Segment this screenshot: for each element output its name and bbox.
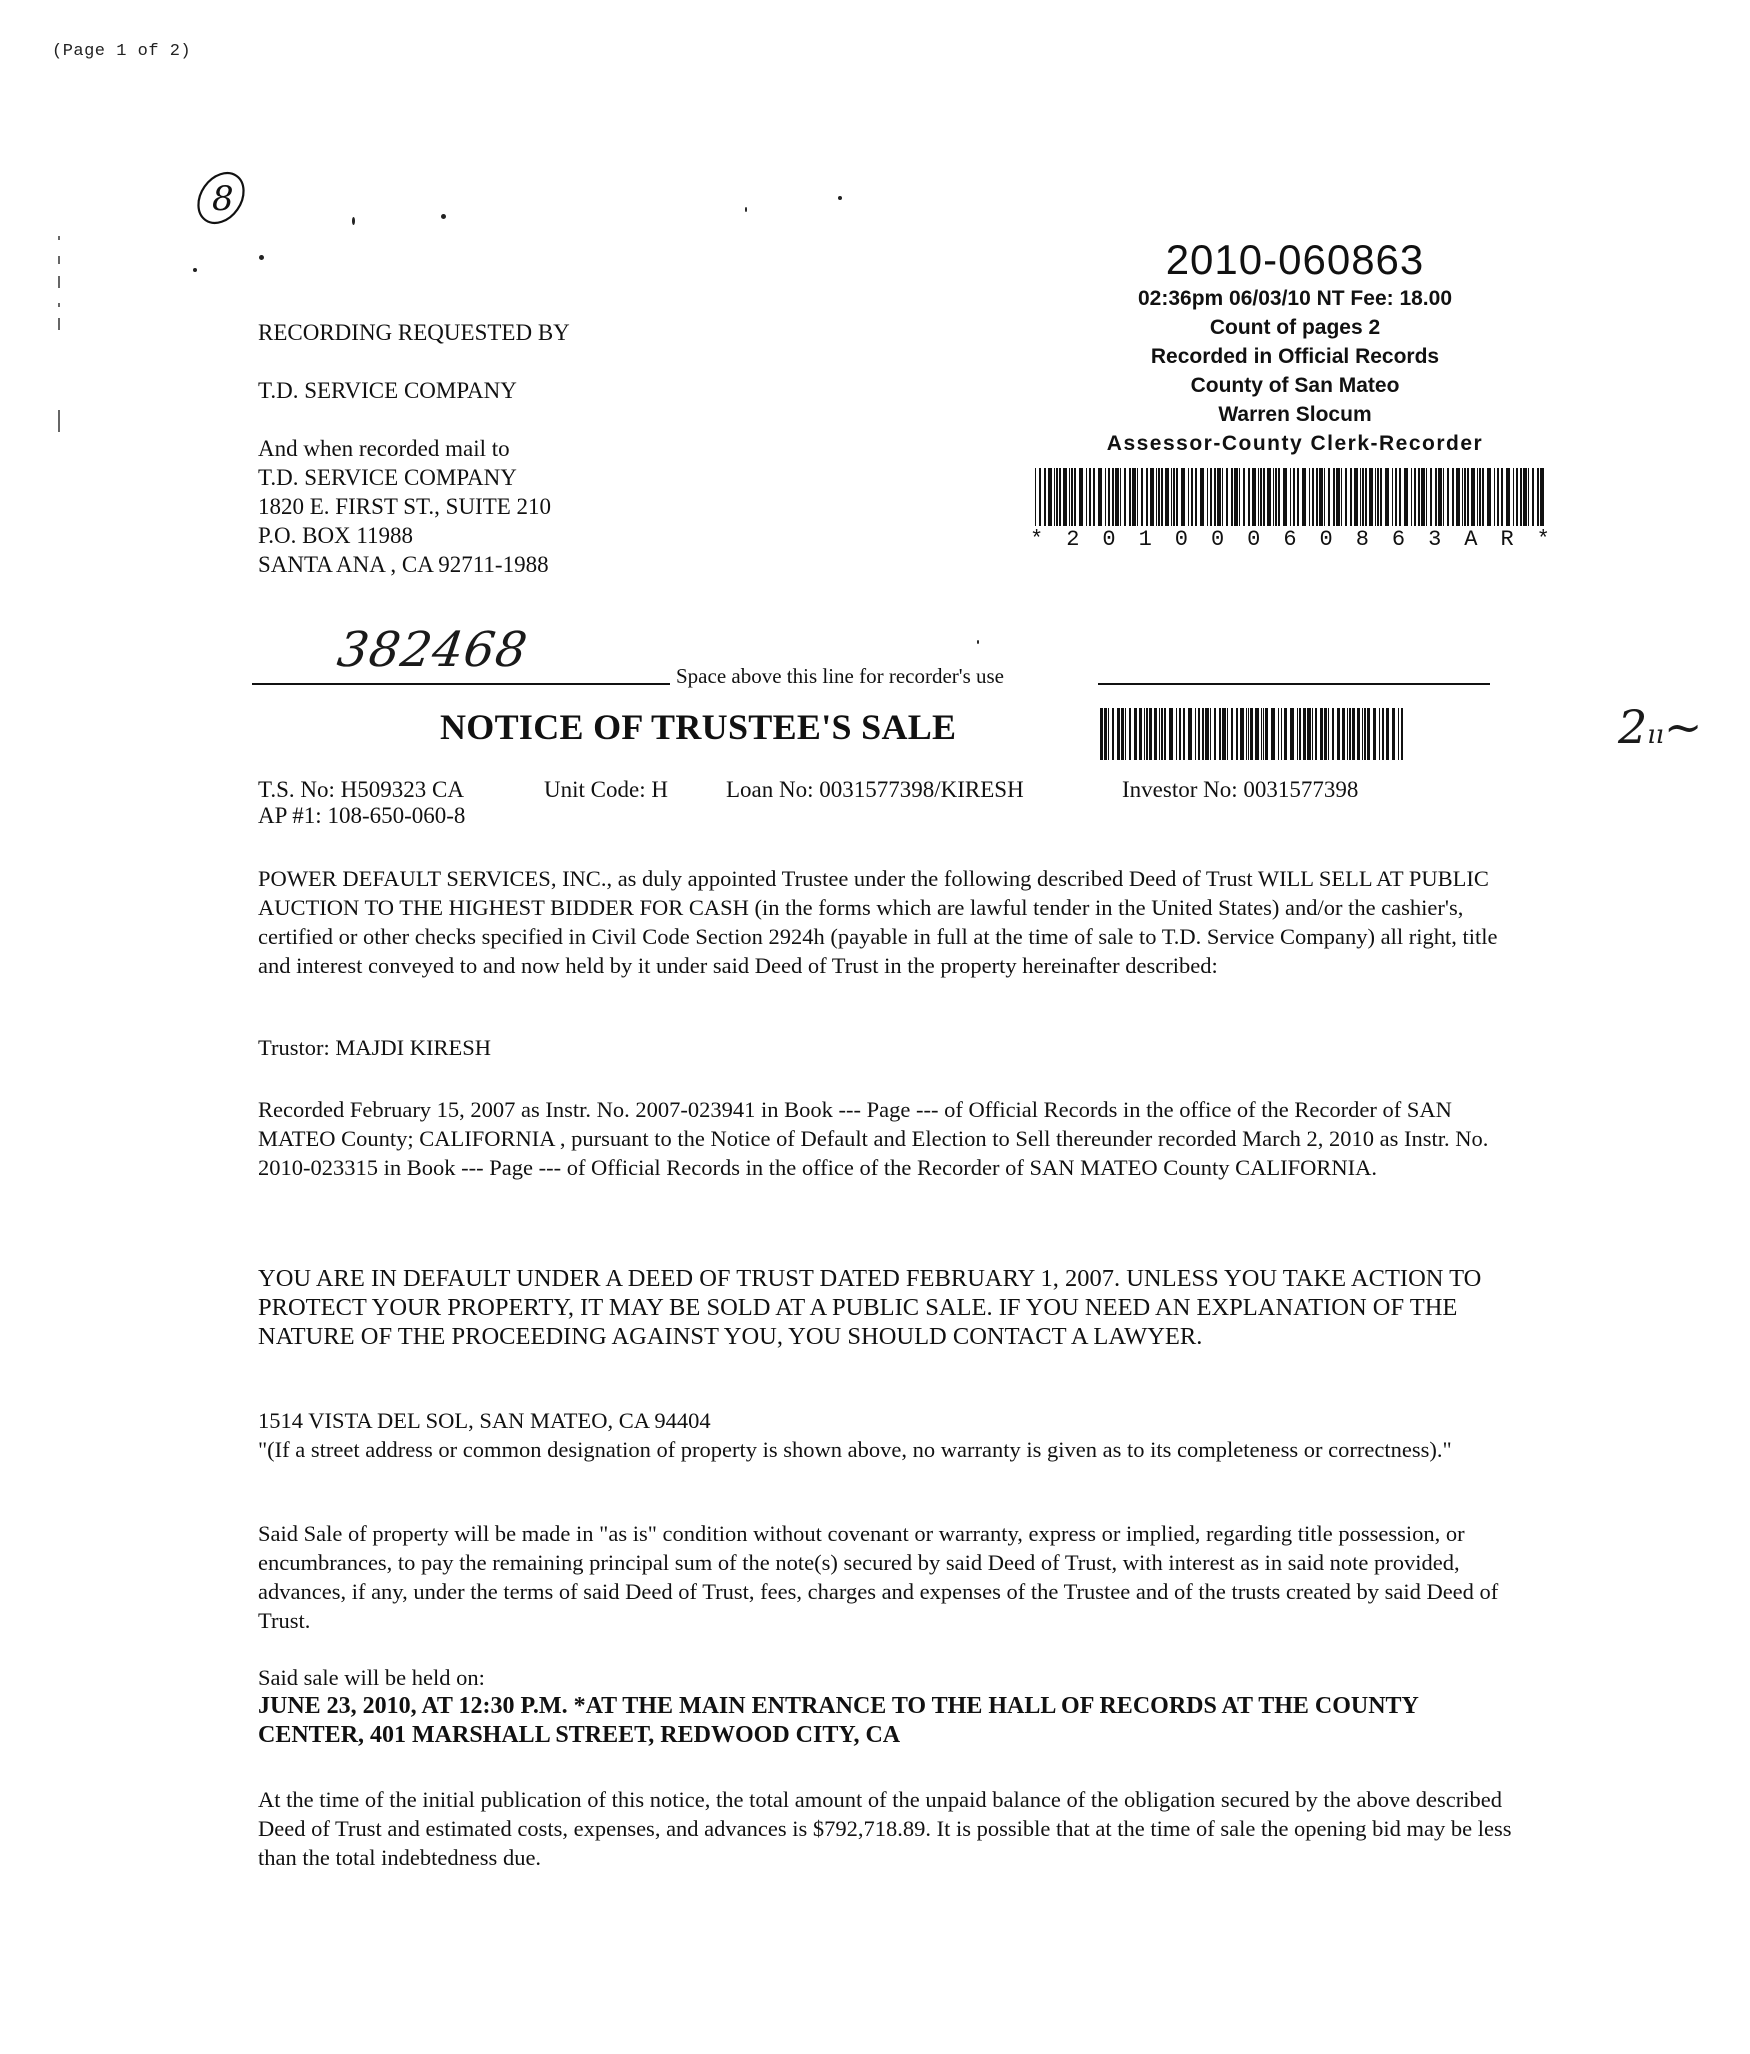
circle-mark-icon xyxy=(188,168,258,228)
as-is-text: Said Sale of property will be made in "as is" condition without covenant or warranty, express or implied, regarding title possession, or encumbrances, to pay the remaining principal sum of the note(s) secured by said Deed of Trust, with interest as in said note provided, advances, if any, under the terms of said Deed of Trust, fees, charges and expenses of the Trustee and of the trusts created by said Deed of Trust. xyxy=(258,1521,1499,1633)
recorder-barcode-icon xyxy=(1035,468,1545,526)
county: County of San Mateo xyxy=(1190,374,1400,397)
recorded-text: Recorded February 15, 2007 as Instr. No. 2007-023941 in Book --- Page --- of Official Records in the office of the Recorder of SAN MATEO County; CALIFORNIA , pursuant to the Notice of Default and Election to Sell thereunder recorded March 2, 2010 as Instr. No. 2010-023315 in Book --- Page --- of Official Records in the office of the Recorder of SAN MATEO County CALIFORNIA. xyxy=(258,1097,1489,1180)
barcode-char: A xyxy=(1464,527,1478,552)
mail-to-label: And when recorded mail to xyxy=(258,436,510,461)
scan-speck xyxy=(259,255,264,260)
scan-speck xyxy=(838,196,842,200)
ap-number: AP #1: 108-650-060-8 xyxy=(258,803,466,828)
barcode-char: 1 xyxy=(1138,527,1152,552)
unit-code: Unit Code: H xyxy=(544,777,668,802)
sale-intro: Said sale will be held on: xyxy=(258,1665,485,1690)
trustee-text: POWER DEFAULT SERVICES, INC., as duly appointed Trustee under the following described Deed of Trust WILL SELL AT PUBLIC AUCTION TO THE HIGHEST BIDDER FOR CASH (in the forms which are lawful tender in the United States) and/or the cashier's, certified or other checks specified in Civil Code Section 2924h (payable in full at the time of sale to T.D. Service Company) all right, title and interest conveyed to and now held by it under said Deed of Trust in the property hereinafter described: xyxy=(258,866,1498,978)
barcode-char: 2 xyxy=(1066,527,1080,552)
margin-mark xyxy=(58,318,60,330)
barcode-char: * xyxy=(1536,527,1550,552)
barcode-char: 6 xyxy=(1391,527,1406,552)
margin-mark xyxy=(58,276,60,288)
page-count: Count of pages 2 xyxy=(1209,316,1381,339)
requested-by-company: T.D. SERVICE COMPANY xyxy=(258,378,517,403)
amount-text: At the time of the initial publication of this notice, the total amount of the unpaid balance of the obligation secured by the above described Deed of Trust and estimated costs, expenses, and advances is $792,718.89. It is possible that at the time of sale the opening bid may be less than the total indebtedness due. xyxy=(258,1787,1512,1870)
recorder-name: Warren Slocum xyxy=(1218,403,1372,426)
recorder-stamp xyxy=(1030,236,1560,458)
investor-number: Investor No: 0031577398 xyxy=(1122,777,1359,802)
sale-paragraph xyxy=(258,1663,1518,1750)
handwritten-reference-number: 382468 xyxy=(334,622,532,678)
recorder-line-right xyxy=(1098,683,1490,685)
document-number: 2010-060863 xyxy=(1165,236,1425,283)
barcode-char: 8 xyxy=(1355,527,1369,552)
trustor-text: Trustor: MAJDI KIRESH xyxy=(258,1035,491,1060)
barcode-caption xyxy=(1030,527,1550,552)
recorder-title: Assessor-County Clerk-Recorder xyxy=(1106,432,1484,455)
margin-mark xyxy=(58,236,60,240)
scan-speck xyxy=(352,217,355,225)
svg-text:8: 8 xyxy=(212,179,234,219)
property-address-paragraph xyxy=(258,1406,1518,1464)
ts-number: T.S. No: H509323 CA xyxy=(258,777,464,802)
scan-speck xyxy=(745,207,747,212)
page-indicator: (Page 1 of 2) xyxy=(52,42,192,61)
property-address: 1514 VISTA DEL SOL, SAN MATEO, CA 94404 xyxy=(258,1408,711,1433)
recorded-paragraph xyxy=(258,1095,1518,1182)
recording-requested-block xyxy=(258,318,570,579)
recorder-use-label: Space above this line for recorder's use xyxy=(676,664,1004,688)
margin-mark xyxy=(58,410,60,432)
sale-date-location: JUNE 23, 2010, AT 12:30 P.M. *AT THE MAIN ENTRANCE TO THE HALL OF RECORDS AT THE COUNTY CENTER, 401 MARSHALL STREET, REDWOOD CITY, CA xyxy=(258,1693,1418,1748)
timestamp-fee: 02:36pm 06/03/10 NT Fee: 18.00 xyxy=(1137,287,1452,310)
amount-paragraph xyxy=(258,1785,1518,1872)
barcode-char: * xyxy=(1030,527,1044,552)
mail-to-line: SANTA ANA , CA 92711-1988 xyxy=(258,552,549,577)
notice-title: NOTICE OF TRUSTEE'S SALE xyxy=(440,707,957,747)
handwritten-circled-number xyxy=(188,168,258,228)
barcode-char: 3 xyxy=(1428,527,1442,552)
mail-to-line: T.D. SERVICE COMPANY xyxy=(258,465,517,490)
notice-barcode-icon xyxy=(1100,708,1405,760)
barcode-char: 0 xyxy=(1247,527,1261,552)
scan-speck xyxy=(193,268,197,272)
trustee-paragraph xyxy=(258,864,1518,980)
barcode-char: 0 xyxy=(1174,527,1188,552)
scan-speck xyxy=(441,214,446,219)
barcode-char: 0 xyxy=(1319,527,1333,552)
recorder-line-left xyxy=(252,683,670,685)
default-warning-paragraph xyxy=(258,1264,1518,1351)
scan-speck xyxy=(977,640,979,644)
requested-by-label: RECORDING REQUESTED BY xyxy=(258,320,570,345)
barcode-char: 0 xyxy=(1210,527,1225,552)
trustor-paragraph xyxy=(258,1033,1518,1062)
barcode-char: 0 xyxy=(1102,527,1116,552)
recorded-in: Recorded in Official Records xyxy=(1150,345,1440,368)
loan-number: Loan No: 0031577398/KIRESH xyxy=(726,777,1024,802)
margin-mark xyxy=(58,303,60,307)
mail-to-line: 1820 E. FIRST ST., SUITE 210 xyxy=(258,494,552,519)
barcode-char: R xyxy=(1500,527,1514,552)
address-disclaimer: "(If a street address or common designation of property is shown above, no warranty is given as to its completeness or correctness)." xyxy=(258,1437,1452,1462)
mail-to-line: P.O. BOX 11988 xyxy=(258,523,414,548)
as-is-paragraph xyxy=(258,1519,1518,1635)
default-warning-text: YOU ARE IN DEFAULT UNDER A DEED OF TRUST DATED FEBRUARY 1, 2007. UNLESS YOU TAKE ACTION TO PROTECT YOUR PROPERTY, IT MAY BE SOLD AT A PUBLIC SALE. IF YOU NEED AN EXPLANATION OF THE NATURE OF THE PROCEEDING AGAINST YOU, YOU SHOULD CONTACT A LAWYER. xyxy=(258,1265,1482,1350)
barcode-char: 6 xyxy=(1283,527,1297,552)
margin-mark xyxy=(58,256,60,264)
handwritten-margin-note: 2ıı~ xyxy=(1618,700,1703,754)
